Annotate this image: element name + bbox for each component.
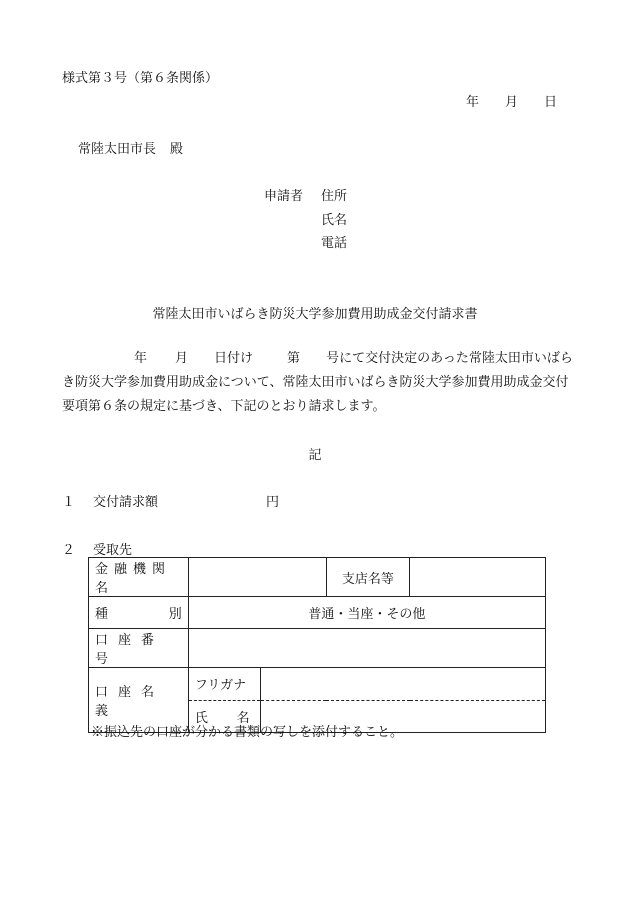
body-paragraph <box>62 347 578 419</box>
body-year: 年 <box>134 351 148 366</box>
furigana-label: フリガナ <box>188 668 260 701</box>
type-label-2: 別 <box>168 607 182 622</box>
applicant-name-label: 氏名 <box>321 213 348 228</box>
item1-label: 交付請求額 <box>93 495 159 510</box>
type-label-1: 種 <box>95 607 109 622</box>
applicant-phone-label: 電話 <box>321 236 348 251</box>
date-year: 年 <box>466 95 480 110</box>
branch-label: 支店名等 <box>326 558 410 597</box>
date-line <box>466 91 557 110</box>
account-table <box>88 557 546 733</box>
type-options[interactable]: 普通・当座・その他 <box>188 597 545 629</box>
holder-name-label-1: 氏 <box>194 710 208 726</box>
form-number: 様式第３号（第６条関係） <box>62 71 219 86</box>
item2-number: ２ <box>62 543 76 558</box>
holder-label: 口座名義 <box>89 668 189 733</box>
account-number-label: 口座番号 <box>89 629 189 668</box>
type-label <box>89 597 189 629</box>
account-number-row <box>89 629 546 668</box>
date-day: 日 <box>544 95 558 110</box>
body-day-dated: 日付け <box>214 351 254 366</box>
addressee-suffix: 殿 <box>170 142 184 157</box>
item1-unit: 円 <box>266 495 280 510</box>
holder-name-label-2: 名 <box>236 710 250 726</box>
branch-field[interactable] <box>410 558 546 597</box>
ki-heading: 記 <box>308 448 322 463</box>
addressee <box>78 138 183 157</box>
item-request-amount <box>62 491 279 510</box>
applicant-label: 申請者 <box>264 189 304 204</box>
item-recipient <box>62 539 132 558</box>
item2-label: 受取先 <box>93 543 133 558</box>
date-month: 月 <box>505 95 519 110</box>
attachment-note: ※振込先の口座が分かる書類の写しを添付すること。 <box>91 725 404 740</box>
body-dai: 第 <box>287 351 301 366</box>
addressee-name: 常陸太田市長 <box>78 142 157 157</box>
body-text: 号にて交付決定のあった常陸太田市いばらき防災大学参加費用助成金について、常陸太田市いばらき防災大学参加費用助成金交付要項第６条の規定に基づき、下記のとおり請求します。 <box>62 351 573 414</box>
furigana-row <box>89 668 546 701</box>
bank-field[interactable] <box>188 558 326 597</box>
furigana-field[interactable] <box>260 668 545 701</box>
item1-number: １ <box>62 495 76 510</box>
applicant-address-label: 住所 <box>321 189 348 204</box>
account-number-field[interactable] <box>188 629 545 668</box>
bank-row <box>89 558 546 597</box>
body-month: 月 <box>175 351 189 366</box>
type-row <box>89 597 546 629</box>
document-title: 常陸太田市いばらき防災大学参加費用助成金交付請求書 <box>152 307 478 322</box>
bank-label: 金融機関名 <box>89 558 189 597</box>
